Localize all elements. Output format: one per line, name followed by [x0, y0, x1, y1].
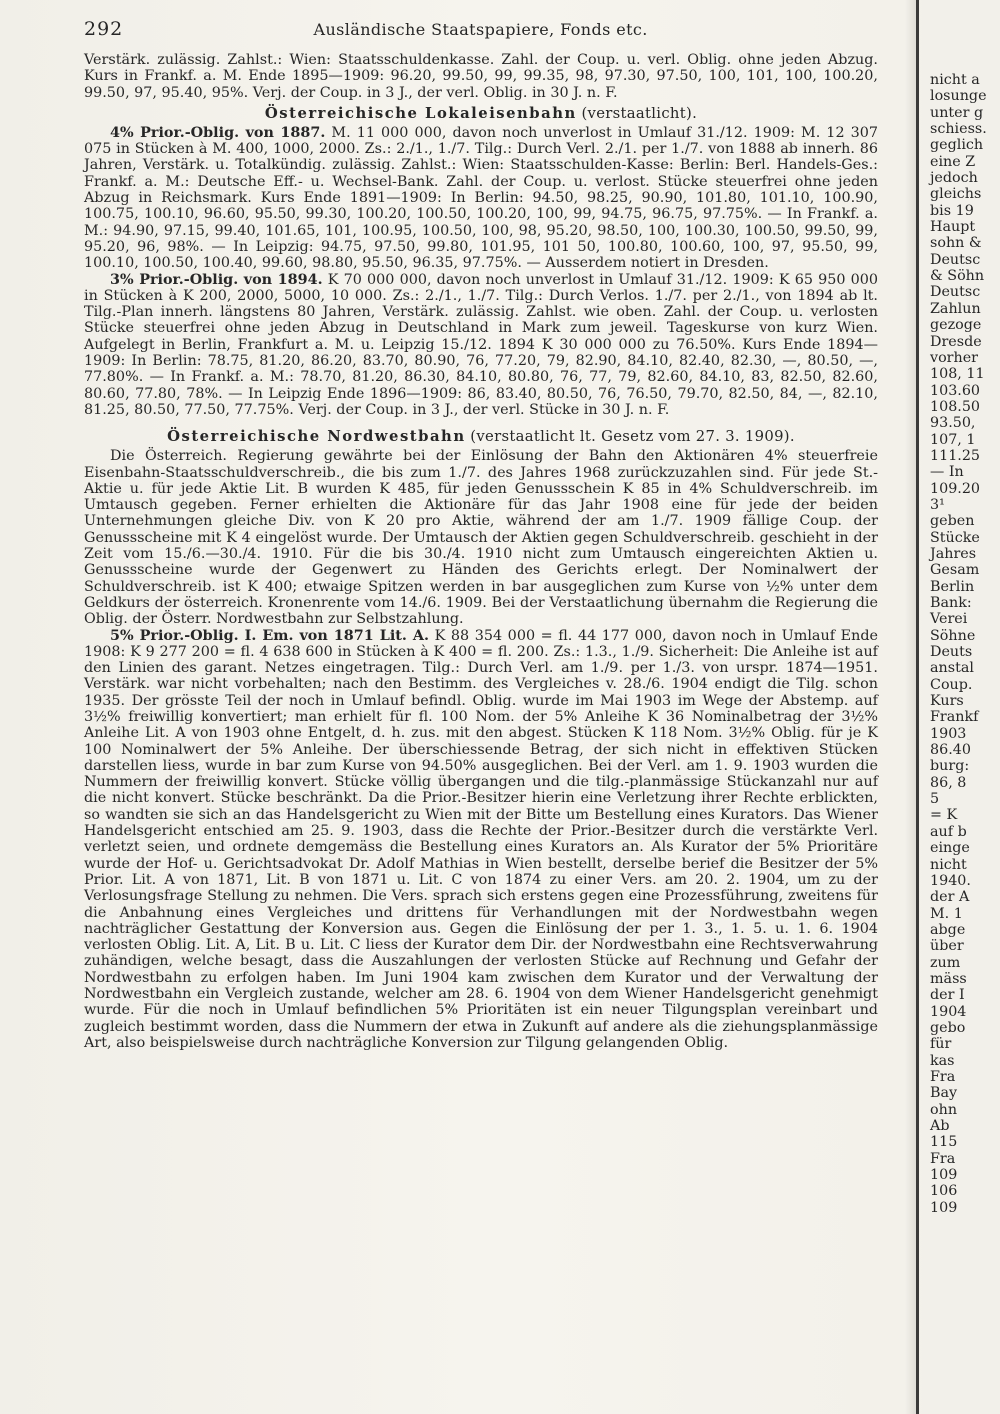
adjacent-page-fragment: bis 19	[930, 202, 974, 219]
adjacent-page-fragment: & Söhn	[930, 268, 985, 285]
adjacent-page-fragment: gezoge	[930, 317, 982, 334]
adjacent-page-fragment: Stücke	[930, 529, 980, 546]
adjacent-page-fragment: Jahres	[930, 545, 977, 562]
section-title: Österreichische Lokaleisenbahn	[264, 104, 577, 122]
adjacent-page-fragment: 109	[930, 1167, 958, 1184]
adjacent-page-fragment: Frankf	[930, 709, 979, 726]
adjacent-page-fragment: sohn &	[930, 235, 982, 252]
adjacent-page-fragment: gebo	[930, 1019, 966, 1036]
adjacent-page-fragment: zum	[930, 954, 961, 971]
adjacent-page-fragment: Deuts	[930, 644, 973, 661]
adjacent-page-fragment: über	[930, 938, 964, 955]
adjacent-page-fragment: 111.25	[930, 447, 981, 464]
adjacent-page-fragment: 107, 1	[930, 431, 976, 448]
adjacent-page-fragment: geglich	[930, 137, 984, 154]
bond-details: K 70 000 000, davon noch unverlost in Umlauf 31./12. 1909: K 65 950 000 in Stücken à K 200, 2000, 5000, 10 000. Zs.: 2./1., 1./7. Tilg.: Durch Verlos. 1./7. per 2./1., von 1894 ab lt. Tilg.-Plan innerh. längstens 80 Jahren, Verstärk. zulässig. Zahlst. wie oben. Zahl. der Coup. u. verlosten Stücke steuerfrei ohne jeden Abzug in Deutschland in Mark zum jeweil. Tageskurse von kurz Wien. Aufgelegt in Berlin, Frankfurt a. M. u. Leipzig 15./12. 1894 K 30 000 000 zu 76.50%. Kurs Ende 1894—1909: In Berlin: 78.75, 81.20, 86.20, 83.70, 80.90, 76, 77.20, 79, 82.90, 84.10, 82.40, 82.30, —, 80.50, —, 77.80%. — In Frankf. a. M.: 78.70, 81.20, 86.30, 84.10, 80.80, 76, 77, 79, 82.60, 84.10, 83, 82.50, 82.60, 80.60, 77.80, 78%. — In Leipzig Ende 1896—1909: 86, 83.40, 80.50, 76, 76.50, 79.70, 82.50, 84, —, 82.10, 81.25, 80.50, 77.50, 77.75%. Verj. der Coup. in 3 J., der verl. Stücke in 30 J. n. F.	[84, 271, 879, 418]
section-note: (verstaatlicht lt. Gesetz vom 27. 3. 1909).	[470, 428, 795, 446]
adjacent-page-fragment: gleichs	[930, 186, 982, 203]
bond-details: M. 11 000 000, davon noch unverlost in Umlauf 31./12. 1909: M. 12 307 075 in Stücken à M. 400, 1000, 2000. Zs.: 2./1., 1./7. Tilg.: Durch Verl. 2./1. per 1./7. von 1888 ab innerh. 86 Jahren, Verstärk. u. Totalkündig. zulässig. Zahlst.: Wien: Staatsschulden-Kasse: Berlin: Berl. Handels-Ges.: Frankf. a. M.: Deutsche Eff.- u. Wechsel-Bank. Zahl. der Coup. u. verlost. Stücke steuerfrei ohne jeden Abzug in Reichsmark. Kurs Ende 1891—1909: In Berlin: 94.50, 98.25, 90.90, 101.80, 101.10, 100.90, 100.75, 100.10, 96.60, 95.50, 99.30, 100.20, 100.50, 100.20, 100, 99, 94.75, 96.75, 97.75%. — In Frankf. a. M.: 94.90, 97.15, 99.40, 101.65, 101, 100.95, 100.50, 100, 98, 95.20, 98.50, 100, 100.30, 100.50, 99.50, 99, 95.20, 96, 98%. — In Leipzig: 94.75, 97.50, 99.80, 101.95, 101 50, 100.80, 100.60, 100, 97, 95.50, 99, 100.10, 100.50, 100.40, 99.60, 98.80, 95.50, 96.35, 97.75%. — Ausserdem notiert in Dresden.	[84, 124, 879, 272]
adjacent-page-fragment: unter g	[930, 104, 984, 121]
adjacent-page-fragment: schiess.	[930, 121, 987, 138]
adjacent-page-fragment: 3¹	[930, 496, 945, 513]
section-note: (verstaatlicht).	[581, 104, 698, 122]
paragraph-text: Die Österreich. Regierung gewährte bei der Einlösung der Bahn den Aktionären 4% steuerfreie Eisenbahn-Staatsschuldverschreib., die bis zum 1./7. des Jahres 1968 zurückzuzahlen sind. Für jede St.-Aktie u. für jede Aktie Lit. B wurden K 485, für jeden Genussschein K 85 in 4% Schuldverschreib. im Umtausch gegeben. Ferner erhielten die Aktionäre für das Jahr 1908 eine für jede der beiden Unternehmungen gleiche Div. von K 20 pro Aktie, während der am 1./7. 1909 fällige Coup. der Genussscheine mit K 4 eingelöst wurde. Der Umtausch der Aktien gegen Schuldverschreib. geschieht in der Zeit vom 15./6.—30./4. 1910. Für die bis 30./4. 1910 nicht zum Umtausch eingereichten Aktien u. Genussscheine wurde der Gegenwert zu Händen des Gerichts erlegt. Der Nominalwert der Schuldverschreib. ist K 400; etwaige Spitzen werden in bar ausgeglichen zum Kurse von ½% unter dem Geldkurs der österreich. Kronenrente vom 14./6. 1909. Bei der Verstaatlichung übernahm die Regierung die Oblig. der Österr. Nordwestbahn zur Selbstzahlung.	[84, 448, 878, 628]
adjacent-page-lines	[930, 72, 987, 1216]
gutter-shadow	[905, 0, 916, 1414]
adjacent-page-fragment: 109	[930, 1199, 958, 1216]
adjacent-page-fragment: 5	[930, 791, 940, 808]
bond-entry-1894	[84, 272, 878, 419]
section-title: Österreichische Nordwestbahn	[167, 428, 466, 446]
adjacent-page-fragment: Fra	[930, 1068, 956, 1085]
section-heading-nordwestbahn	[84, 428, 878, 446]
adjacent-page-fragment: Dresde	[930, 333, 982, 350]
nordwestbahn-paragraph	[84, 448, 878, 627]
adjacent-page-fragment: eine Z	[930, 153, 976, 170]
adjacent-page-fragment: Bank:	[930, 595, 972, 611]
adjacent-page-fragment: Verei	[930, 611, 968, 628]
adjacent-page-strip	[922, 0, 1000, 1414]
adjacent-page-fragment: 108, 11	[930, 366, 985, 383]
adjacent-page-fragment: = K	[930, 807, 958, 824]
adjacent-page-fragment: Zahlun	[930, 300, 981, 317]
adjacent-page-fragment: 1940.	[930, 872, 971, 889]
adjacent-page-fragment: burg:	[930, 758, 970, 775]
bond-details: K 88 354 000 = fl. 44 177 000, davon noch in Umlauf Ende 1908: K 9 277 200 = fl. 4 638 600 in Stücken à K 400 = fl. 200. Zs.: 1.3., 1./9. Sicherheit: Die Anleihe ist auf den Linien des garant. Netzes eingetragen. Tilg.: Durch Verl. am 1./9. per 1./3. von urspr. 1874—1951. Verstärk. war nicht vorbehalten; nach den Bestimm. des Vergleiches v. 28./6. 1904 endigt die Tilg. schon 1935. Der grösste Teil der noch in Umlauf befindl. Oblig. wurde im Mai 1903 im Wege der Abstemp. auf 3½% freiwillig konvertiert; man erhielt für fl. 100 Nom. der 5% Anleihe K 36 Nominalbetrag der 3½% Anleihe Lit. A von 1903 ohne Entgelt, d. h. zus. mit den abgest. Stücken K 118 Nom. 3½% Oblig. für je K 100 Nominalwert der 5% Anleihe. Der überschiessende Betrag, der sich nicht in effektiven Stücken darstellen liess, wurde in bar zum Kurse von 94.50% ausgeglichen. Bei der Verl. am 1. 9. 1903 wurden die Nummern der freiwillig konvert. Stücke völlig übergangen und die tilg.-planmässige Stückanzahl nur auf die nicht konvert. Stücke beschränkt. Da die Prior.-Besitzer hierin eine Verletzung ihrer Rechte erblickten, so wandten sie sich an das Handelsgericht zu Wien mit der Bitte um Bestellung eines Kurators. Das Wiener Handelsgericht entschied am 25. 9. 1903, dass die Rechte der Prior.-Besitzer durch die verstärkte Verl. verletzt seien, und ordnete demgemäss die Bestellung eines Kurators an. Als Kurator der 5% Prioritäre wurde der Hof- u. Gerichtsadvokat Dr. Adolf Mathias in Wien bestellt, derselbe berief die Besitzer der 5% Prior. Lit. A von 1871, Lit. B von 1871 u. Lit. C von 1874 zu einer Vers. am 20. 2. 1904, um zu der Verlosungsfrage Stellung zu nehmen. Die Vers. sprach sich erstens gegen eine Prozessführung, zweitens für die Anbahnung eines Vergleiches und drittens für Verhandlungen mit der Nordwestbahn wegen nachträglicher Gestattung der Konversion aus. Gegen die Einlösung der per 1. 3., 1. 5. u. 1. 6. 1904 verlosten Oblig. Lit. A, Lit. B u. Lit. C liess der Kurator dem Dir. der Nordwestbahn eine Rechtsverwahrung zuhändigen, welche besagt, dass die Auszahlungen der verlosten Stücke auf Rechnung und Gefahr der Nordwestbahn zu erfolgen haben. Im Juni 1904 kam zwischen dem Kurator und der Verwaltung der Nordwestbahn ein Vergleich zustande, welcher am 28. 6. 1904 von dem Wiener Handelsgericht genehmigt wurde. Für die noch in Umlauf befindlichen 5% Prioritäten ist ein neuer Tilgungsplan vereinbart und zugleich bestimmt worden, dass die Nummern der etwa in Zukunft auf andere als die ziehungsplanmässige Art, also beispielsweise durch nachträgliche Konversion zur Tilgung gelangenden Oblig.	[84, 627, 878, 1051]
adjacent-page-fragment: Deutsc	[930, 284, 981, 301]
adjacent-page-fragment: 115	[930, 1134, 958, 1151]
running-title: Ausländische Staatspapiere, Fonds etc.	[313, 20, 648, 39]
adjacent-page-fragment: 86, 8	[930, 774, 967, 791]
adjacent-page-fragment: 1903	[930, 725, 967, 742]
bond-entry-1887	[84, 125, 878, 272]
adjacent-page-fragment: der A	[930, 889, 970, 906]
bond-lead: 3% Prior.-Oblig. von 1894.	[110, 271, 323, 288]
bond-entry-1871-lit-a	[84, 628, 878, 1052]
adjacent-page-fragment: vorher	[930, 349, 979, 366]
adjacent-page-fragment: losunge	[930, 88, 987, 105]
adjacent-page-fragment: nicht	[930, 856, 967, 873]
adjacent-page-fragment: kas	[930, 1052, 955, 1069]
intro-paragraph	[84, 52, 878, 101]
adjacent-page-fragment: Haupt	[930, 219, 976, 236]
paragraph-text: Verstärk. zulässig. Zahlst.: Wien: Staatsschuldenkasse. Zahl. der Coup. u. verl. Oblig. ohne jeden Abzug. Kurs in Frankf. a. M. Ende 1895—1909: 96.20, 99.50, 99, 99.35, 98, 97.30, 97.50, 100, 101, 100, 100.20, 99.50, 97, 95.40, 95%. Verj. der Coup. in 3 J., der verl. Oblig. in 30 J. n. F.	[84, 52, 878, 101]
bond-lead: 5% Prior.-Oblig. I. Em. von 1871 Lit. A.	[110, 627, 430, 644]
adjacent-page-fragment: 93.50,	[930, 415, 976, 432]
adjacent-page-fragment: anstal	[930, 660, 974, 677]
section-heading-lokaleisenbahn	[84, 105, 878, 123]
adjacent-page-fragment: Söhne	[930, 627, 976, 644]
adjacent-page-fragment: 1904	[930, 1003, 967, 1020]
adjacent-page-fragment: der I	[930, 987, 965, 1004]
adjacent-page-fragment: jedoch	[930, 170, 978, 187]
adjacent-page-fragment: Berlin	[930, 578, 975, 595]
bond-lead: 4% Prior.-Oblig. von 1887.	[110, 124, 326, 141]
adjacent-page-fragment: 108.50	[930, 398, 981, 415]
adjacent-page-fragment: einge	[930, 840, 970, 857]
adjacent-page-fragment: 106	[930, 1183, 958, 1200]
adjacent-page-fragment: nicht a	[930, 72, 980, 88]
main-text-column	[84, 18, 878, 1051]
running-header	[84, 18, 878, 40]
adjacent-page-fragment: Gesam	[930, 562, 980, 579]
adjacent-page-fragment: für	[930, 1036, 952, 1053]
adjacent-page-fragment: auf b	[930, 823, 967, 840]
adjacent-page-fragment: 103.60	[930, 382, 981, 399]
adjacent-page-fragment: M. 1	[930, 905, 963, 922]
adjacent-page-fragment: — In	[930, 464, 964, 481]
page-gutter-line	[916, 0, 919, 1414]
adjacent-page-fragment: abge	[930, 921, 966, 938]
adjacent-page-fragment: Ab	[930, 1118, 950, 1134]
adjacent-page-fragment: 109.20	[930, 480, 981, 497]
adjacent-page-fragment: geben	[930, 513, 975, 530]
adjacent-page-fragment: Coup.	[930, 676, 973, 693]
adjacent-page-fragment: Bay	[930, 1085, 958, 1102]
page-number: 292	[84, 18, 124, 40]
adjacent-page-fragment: Fra	[930, 1150, 956, 1167]
adjacent-page-fragment: Deutsc	[930, 251, 981, 268]
adjacent-page-fragment: ohn	[930, 1101, 958, 1118]
adjacent-page-fragment: 86.40	[930, 742, 971, 759]
adjacent-page-fragment: mäss	[930, 970, 967, 987]
adjacent-page-fragment: Kurs	[930, 693, 964, 710]
